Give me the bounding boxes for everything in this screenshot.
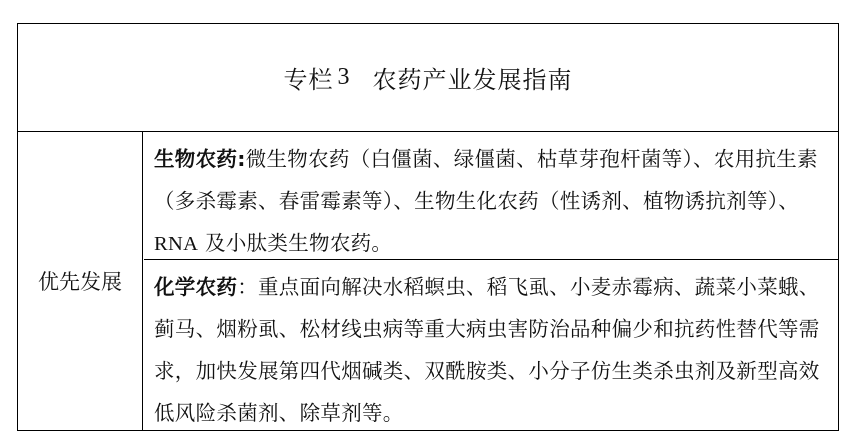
- panel-title: [18, 24, 838, 132]
- entry-text: ：重点面向解决水稻螟虫、稻飞虱、小麦赤霉病、蔬菜小菜蛾、蓟马、烟粉虱、松材线虫病等重大病虫害防治品种偏少和抗药性替代等需求，加快发展第四代烟碱类、双酰胺类、小分子仿生类杀虫剂及新型高效低风险杀菌剂、除草剂等。: [154, 275, 820, 425]
- title-text: 农药产业发展指南: [372, 66, 573, 94]
- entry-biological-pesticides: [144, 132, 838, 260]
- title-number: 3: [337, 64, 351, 90]
- entry-text-tail: 及小肽类生物农药。: [205, 231, 393, 255]
- entry-heading: 生物农药:: [154, 147, 246, 171]
- entry-chemical-pesticides: [144, 260, 838, 430]
- entry-text-latin: RNA: [154, 233, 199, 255]
- title-prefix: 专栏: [283, 66, 334, 94]
- entry-heading: 化学农药: [154, 275, 238, 299]
- entry-text: 微生物农药（白僵菌、绿僵菌、枯草芽孢杆菌等）、农用抗生素（多杀霉素、春雷霉素等）、生物生化农药（性诱剂、植物诱抗剂等）、: [154, 147, 818, 213]
- guide-panel: [17, 23, 839, 431]
- row-label-priority: 优先发展: [18, 132, 143, 430]
